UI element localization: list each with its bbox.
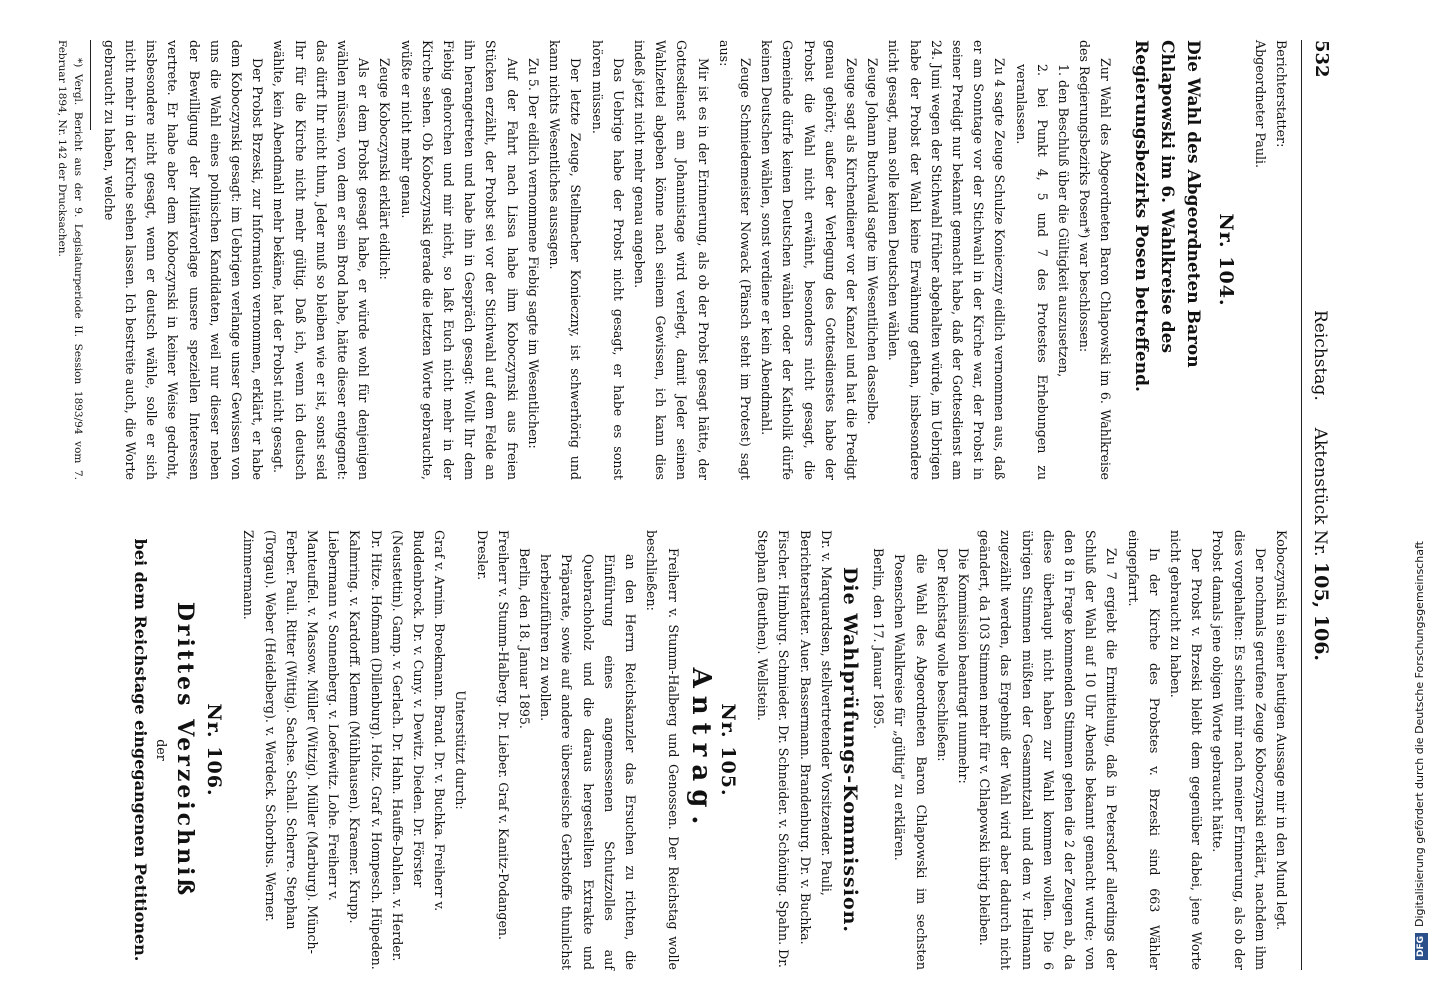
paragraph: Der Reichstag wolle beschließen:: [934, 548, 950, 762]
paragraph: Das Uebrige habe der Probst nicht gesagt, er habe es sonst hören müssen.: [589, 40, 626, 480]
right-column: [42, 530, 1292, 970]
paragraph: 1. den Beschluß über die Gültigkeit auszusetzen,: [1055, 64, 1071, 378]
reporter-name: Abgeordneter Pauli.: [1252, 40, 1268, 169]
paragraph: 2. bei Punkt 4, 5 und 7 des Protestes Erhebungen zu veranlassen.: [1013, 64, 1050, 480]
paragraph: Koboczynski in seiner heutigen Aussage mir in den Mund legt.: [1274, 530, 1289, 931]
supporters-list: Graf v. Arnim. Broekmann. Brand. Dr. v. Buchka. Freiherr v. Buddenbrock. Dr. v. Cuny. v. Dewitz. Dieden. Dr. Förster (Neustettin). Gamp. v. Gerlach. Dr. Hahn. Hauffe-Dahlen. v. Herder. Dr. Hitze. Hofmann (Dillenburg). Holtz. Graf v. Hompesch. Hüpeden. Kalmring. v. Kardorff. Klemm (Mühlhausen). Kraemer. Krupp. Liebermann v. Sonnenberg. v. Loefewitz. Lohe. Freiherr v. Manteuffel. v. Massow. Müller (Witzig). Müller (Marburg). Münch-Ferber. Pauli. Ritter (Wittig). Sachse. Schall. Scherre. Stephan (Torgau). Weber (Heidelberg). v. Werdeck. Schorbus. Werner. Zimmermann.: [241, 530, 448, 970]
antrag-date: Berlin, den 18. Januar 1895.: [517, 548, 533, 729]
paragraph: Zu 7 ergiebt die Ermittelung, daß in Petersdorf allerdings der Schluß der Wahl auf 10 Uhr Abends bekannt gemacht wurde; von den 8 in Frage kommenden Stimmen gehen die 2 der Zeugen ab, da diese überhaupt nicht haben zur Wahl kommen wollen. Die 6 übrigen Stimmen müßten der Gesammtzahl und dem v. Hellmann zugezählt werden, das Ergebniß der Wahl wird aber dadurch nicht geändert, da 103 Stimmen mehr für v. Chlapowski übrig bleiben.: [977, 530, 1120, 970]
verzeichniss-heading: Drittes Verzeichniß: [172, 601, 199, 899]
header-rule: [1301, 40, 1302, 970]
nr106-heading: Nr. 106.: [203, 703, 226, 797]
paragraph: Mir ist es in der Erinnerung, als ob der Probst gesagt hätte, der Gottesdienst am Johannistage wird verlegt, damit Jeder seinen Wahlzettel abgeben könne nach seinem Gewissen, ich kann dies indeß jetzt nicht mehr genau angeben.: [631, 40, 711, 480]
date-line: Berlin, den 17. Januar 1895.: [871, 548, 887, 729]
nr104-heading: Nr. 104.: [1214, 213, 1237, 307]
petitionen-heading: bei dem Reichstage eingegangenen Petitionen.: [130, 538, 150, 962]
left-column: [42, 40, 1292, 480]
antrag-body: an den Herrn Reichskanzler das Ersuchen zu richten, die Einführung eines angemessenen Schutzzolles auf Quebrachoholz und die daraus hergestellten Extrakte und Präparate, sowie auf andere überseeische Gerbstoffe thunlichst herbeizuführen zu wollen.: [538, 554, 639, 970]
paragraph: Auf der Fahrt nach Lissa habe ihm Koboczynski aus freien Stücken erzählt, der Probst sei vor der Stichwahl auf dem Felde an ihn herangetreten und habe ihn in Gespräch gesagt: Wollt Ihr dem Fiebig gehorchen und mir nicht, so laßt Euch nicht mehr in der Kirche sehen. Ob Koboczynski gerade die letzten Worte gebrauchte, wüßte er nicht mehr genau.: [398, 40, 520, 480]
reporter-label: Berichterstatter:: [1274, 40, 1289, 148]
footnote: *) Vergl. Bericht aus der 9. Legislaturperiode II. Session 1893/94 vom 7. Februar 1894, Nr. 142 der Drucksachen.: [55, 40, 84, 480]
footnote-rule: [90, 40, 91, 130]
nr105-heading: Nr. 105.: [716, 703, 739, 797]
paragraph: Die Kommission beantragt nunmehr:: [955, 548, 971, 784]
rotated-page-content: [8, 0, 1368, 1000]
page-number: 532: [1311, 40, 1332, 78]
running-head-middle-label: Aktenstück Nr.: [1310, 427, 1330, 557]
running-head-title: [1310, 310, 1332, 661]
paragraph: die Wahl des Abgeordneten Baron Chlapowski im sechsten Posenschen Wahlkreise für „gültig" zu erklären.: [892, 554, 929, 970]
running-head-left-label: Reichstag.: [1310, 310, 1330, 401]
paragraph: Als er dem Probst gesagt habe, er würde wohl für denjenigen wählen müssen, von dem er sein Brod habe, hätte dieser entgegnet: das dürft Ihr nicht thun, Jeder muß so bleiben wie er ist, sonst seid Ihr für die Kirche nicht mehr gültig. Daß ich, wenn ich deutsch wählte, kein Abendmahl mehr bekäme, hat der Probst nicht gesagt.: [271, 40, 372, 480]
paragraph: Der Probst Brzeski, zur Information vernommen, erklärt, er habe dem Koboczynski gesagt: im Uebrigen verlange unser Gewissen von uns die Wahl eines polnischen Kandidaten, weil nur dieser neben der Bewilligung der Militärvorlage unsere speziellen Interessen vertrete. Er habe aber dem Koboczynski in keiner Weise gedroht, insbesondere nicht gesagt, wenn er deutsch wähle, solle er sich nicht mehr in der Kirche sehen lassen. Ich bestreite auch, die Worte gebraucht zu haben, welche: [101, 40, 266, 480]
paragraph: Zeuge Koboczynski erklärt eidlich:: [377, 58, 393, 280]
antrag-heading: Antrag.: [685, 667, 716, 833]
credit-label: Digitalisierung gefördert durch die Deutsche Forschungsgemeinschaft: [1413, 541, 1426, 927]
supported-by-label: Unterstützt durch:: [453, 690, 469, 810]
paragraph: Zeuge Johann Buchwald sagte im Wesentlichen dasselbe.: [865, 58, 881, 425]
paragraph: Der letzte Zeuge, Stellmacher Konieczny, ist schwerhörig und kann nichts Wesentliches aussagen.: [547, 40, 584, 480]
paragraph: Zu 4 sagte Zeuge Schulze Konieczny eidlich vernommen aus, daß er am Sonntage vor der Stichwahl in der Kirche war, der Probst in seiner Predigt nur bekannt gemacht habe, daß der Gottesdienst am 24. Juni wegen der Stichwahl früher abgehalten würde, im Uebrigen habe der Probst der Wahl keine Erwähnung gethan, insbesondere nicht gesagt, man solle keinen Deutschen wählen.: [886, 40, 1008, 480]
commission-members: Dr. v. Marquardsen, stellvertretender Vorsitzender. Pauli, Berichterstatter. Auer. Bassermann. Brandenburg. Dr. v. Buchka. Fischer. Himburg. Schmieder. Dr. Schneider. v. Schöning. Spahn. Dr. Stephan (Beuthen). Wellstein.: [755, 530, 834, 968]
paragraph: Zur Wahl des Abgeordneten Baron Chlapowski im 6. Wahlkreise des Regierungsbezirks Posen*) war beschlossen:: [1077, 40, 1114, 480]
verzeichniss-der: der: [153, 739, 169, 761]
paragraph: In der Kirche des Probstes v. Brzeski sind 663 Wähler eingepfarrt.: [1125, 530, 1162, 970]
paragraph: Der Probst v. Brzeski bleibt dem gegenüber dabei, jene Worte nicht gebraucht zu haben.: [1167, 530, 1205, 970]
running-head-numbers: 105, 106.: [1310, 561, 1332, 662]
antrag-signers: Freiherr v. Stumm-Halberg. Dr. Lieber. Graf v. Kanitz-Podangen. Dresler.: [474, 530, 511, 941]
paragraph: Zeuge sagt als Kirchendiener vor der Kanzel und hat die Predigt genau gehört; außer der Verlegung des Gottesdienstes habe der Probst die Wahl nicht erwähnt, besonders nicht gesagt, die Gemeinde dürfe keinen Deutschen wählen oder der Katholik dürfe keinen Deutschen wählen, sonst verdiene er kein Abendmahl.: [759, 40, 859, 480]
commission-heading: Die Wahlprüfungs-Kommission.: [838, 566, 861, 934]
paragraph: Zeuge Schmiedemeister Nowack (Pänsch steht im Protest) sagt aus:: [716, 40, 753, 480]
paragraph: Der nochmals gerufene Zeuge Koboczynski erklärt, nachdem ihm dies vorgehalten: Es scheint mir nach meiner Erinnerung, als ob der Probst damals jene obigen Worte gebraucht hätte.: [1210, 530, 1268, 970]
nr104-title: Die Wahl des Abgeordneten Baron Chlapowski im 6. Wahlkreise des Regierungsbezirks Posen betreffend.: [1131, 40, 1204, 392]
paragraph: Zu 5. Der eidlich vernommene Fiebig sagte im Wesentlichen:: [525, 58, 541, 449]
running-head: [1304, 40, 1334, 970]
digitization-credit-text: [1408, 0, 1432, 980]
antrag-intro: Freiherr v. Stumm-Halberg und Genossen. Der Reichstag wolle beschließen:: [644, 530, 681, 970]
dfg-logo-icon: DFG: [1415, 933, 1428, 960]
digitization-credit: [1408, 20, 1432, 980]
